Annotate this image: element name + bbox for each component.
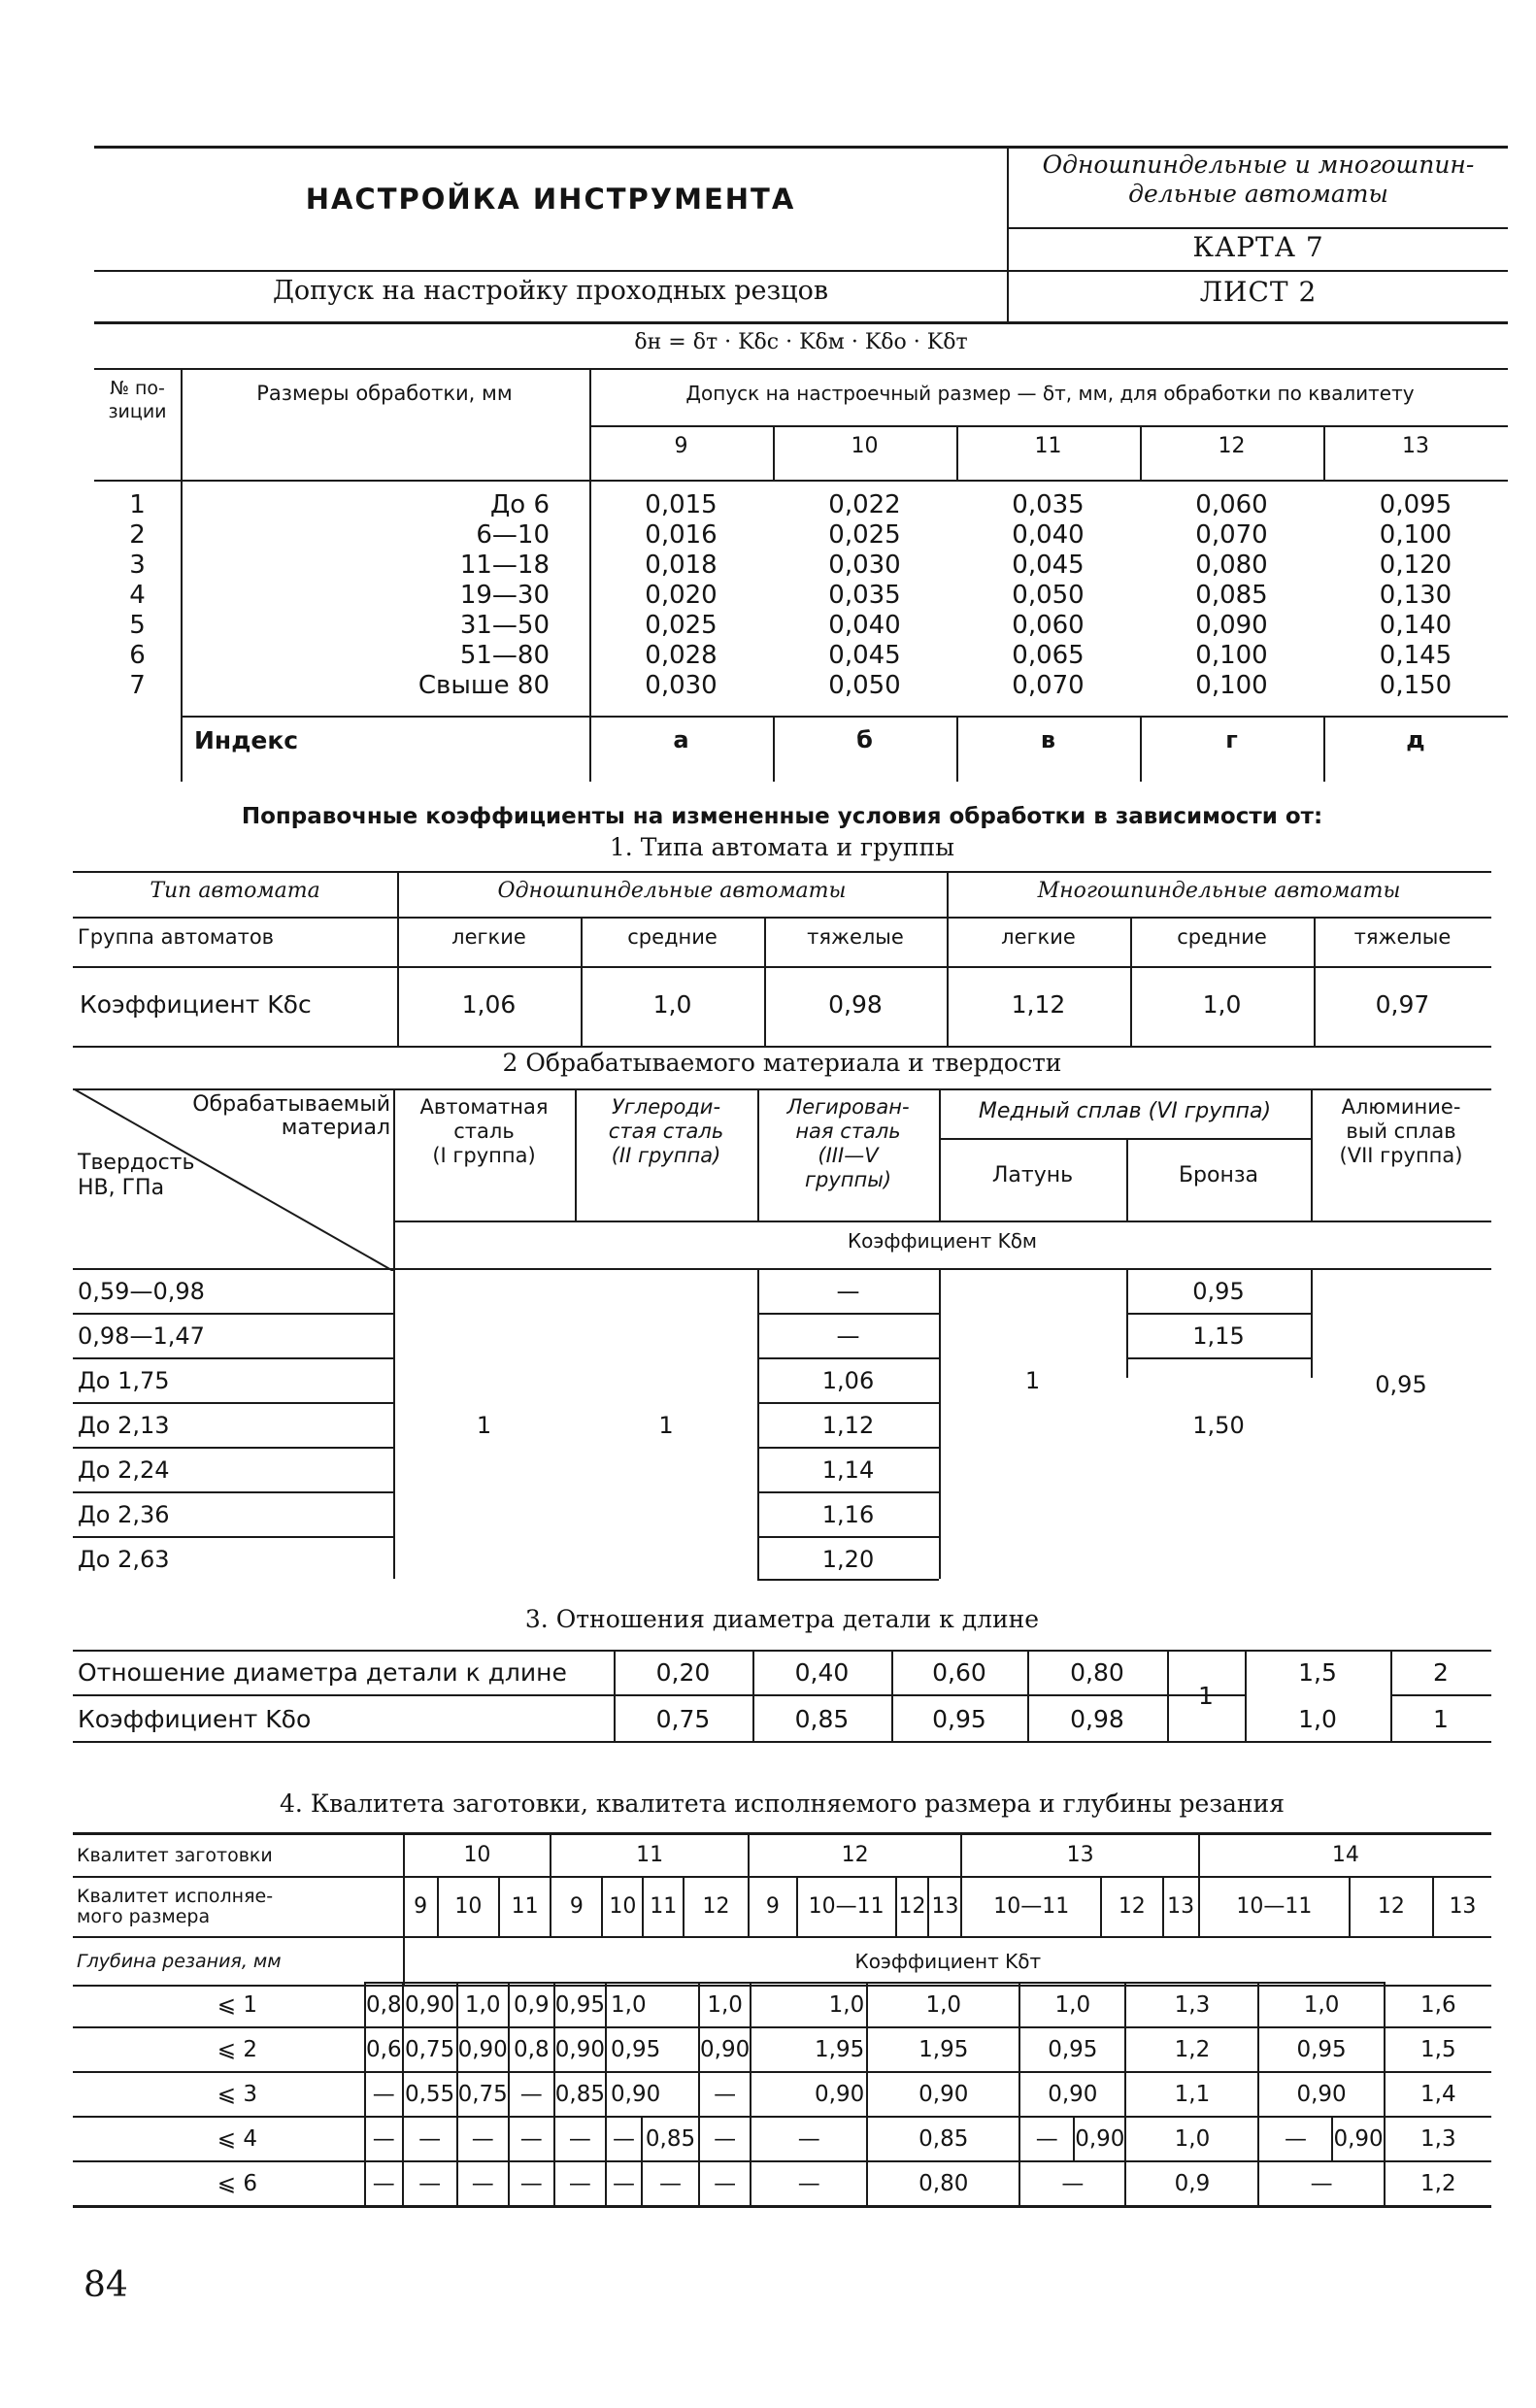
row-no: 3 [129,551,146,580]
table-row [94,641,1508,671]
alloy-steel-coef: — [836,1278,860,1305]
row-size: До 6 [489,490,550,519]
kdo-value: 0,98 [1070,1705,1124,1733]
tol-value: 0,030 [828,551,901,580]
page-subtitle: Допуск на настройку проходных резцов [272,276,829,306]
table-row [73,1834,1491,1877]
row-no: 6 [129,641,146,670]
kdt-value: 1,1 [1125,2072,1258,2117]
cut-depth-label: Глубина резания, мм [73,1937,404,1986]
kdt-value: 1,4 [1385,2072,1491,2117]
tol-value: 0,090 [1195,611,1268,640]
tol-value: 0,140 [1379,611,1453,640]
tol-value: 0,145 [1379,641,1453,670]
tol-value: 0,100 [1195,641,1268,670]
blank-grade: 13 [961,1834,1198,1877]
kds-label: Коэффициент Kδс [80,990,312,1019]
kdo-value: 0,95 [932,1705,986,1733]
tol-value: 0,045 [828,641,901,670]
s2-row-rule [73,1491,393,1493]
s2-bronze-rule [1126,1313,1311,1315]
kdt-value: 1,0 [606,1983,699,2027]
header-top-rule [94,146,1508,149]
s2-header-rule [73,1268,1491,1270]
header-rule-card [1007,227,1508,229]
t1-grade-rule-top [589,425,1508,427]
aluminium-header: Алюминие- вый сплав (VII группа) [1339,1095,1463,1167]
hardness-value: До 2,63 [78,1546,170,1573]
kdt-value: 0,85 [867,2117,1019,2161]
kdt-value: 0,90 [751,2072,867,2117]
kdt-value: — [606,2117,642,2161]
alloy-steel-coef: 1,12 [821,1412,875,1439]
hardness-value: До 1,75 [78,1367,170,1394]
tol-value: 0,120 [1379,551,1453,580]
exec-grade: 12 [684,1877,749,1937]
s2-alloy-rule [757,1536,939,1538]
tol-value: 0,016 [645,520,718,550]
alloy-steel-coef: 1,14 [821,1456,875,1484]
kdt-value: 0,95 [1258,2027,1384,2072]
kdt-value: 1,0 [1125,2117,1258,2161]
row-no: 7 [129,671,146,700]
kdt-value: 1,2 [1385,2161,1491,2206]
exec-grade-label: Квалитет исполняе- мого размера [73,1877,404,1937]
table-row [73,2072,1491,2117]
kdt-value: 1,6 [1385,1983,1491,2027]
kdt-value: — [642,2161,699,2206]
hardness-value: 0,98—1,47 [78,1322,205,1350]
tol-value: 0,060 [1195,490,1268,519]
ratio-value: 0,20 [655,1658,711,1687]
tol-value: 0,130 [1379,581,1453,610]
tol-value: 0,095 [1379,490,1453,519]
tol-value: 0,100 [1379,520,1453,550]
depth-value: ⩽ 1 [73,1983,365,2027]
kdt-value: — [365,2161,403,2206]
kdo-value: 0,75 [655,1705,711,1733]
kdt-value: 0,8 [365,1983,403,2027]
tol-value: 0,040 [1012,520,1085,550]
blank-grade: 11 [551,1834,749,1877]
kdt-value: — [751,2117,867,2161]
kdt-value: 1,0 [1019,1983,1125,2027]
t1-index-rule [181,716,1508,718]
kds-value: 1,12 [1011,990,1066,1019]
exec-grade: 9 [749,1877,797,1937]
kdt-value: 0,9 [509,1983,554,2027]
kdt-value: 1,0 [457,1983,509,2027]
s3-rule-mid-b [1390,1694,1491,1696]
tol-value: 0,150 [1379,671,1453,700]
s2-vline-bronze-r [1311,1268,1313,1378]
grade-13: 13 [1402,434,1429,458]
index-a: а [673,726,689,753]
kdt-value: — [1258,2161,1384,2206]
grade-12: 12 [1218,434,1246,458]
kdt-value: 0,95 [554,1983,606,2027]
kdo-value: 1 [1433,1705,1449,1733]
table-row [73,2161,1491,2206]
s2-alloy-rule [757,1447,939,1449]
kdt-value: — [554,2117,606,2161]
group-heavy: тяжелые [1353,925,1452,949]
kdt-value: — [457,2161,509,2206]
kdt-value: 1,3 [1385,2117,1491,2161]
section4-title: 4. Квалитета заготовки, квалитета исполняемого размера и глубины резания [280,1789,1285,1818]
table-row [94,581,1508,611]
exec-grade: 12 [1101,1877,1162,1937]
kdt-value: — [751,2161,867,2206]
kdt-value: 1,95 [751,2027,867,2072]
depth-value: ⩽ 4 [73,2117,365,2161]
kdt-value: 0,90 [606,2072,699,2117]
kdt-value: — [457,2117,509,2161]
tol-value: 0,025 [645,611,718,640]
kdt-value: — [365,2072,403,2117]
index-b: б [856,726,873,753]
t1-header-rule [94,480,1508,482]
carbon-steel-header: Углероди- стая сталь (II группа) [608,1095,724,1167]
section2-title: 2 Обрабатываемого материала и твердости [502,1049,1062,1077]
exec-grade: 13 [928,1877,961,1937]
s1-rule-3 [73,966,1491,968]
card-number: КАРТА 7 [1192,231,1324,263]
s1-rule-bottom [73,1046,1491,1048]
row-size: 19—30 [459,581,550,610]
header-rule-middle [94,270,1508,272]
tol-value: 0,018 [645,551,718,580]
material-corner-label: Обрабатываемый материал [192,1092,390,1140]
alloy-steel-coef: — [836,1322,860,1350]
ratio-value: 1,5 [1298,1658,1337,1687]
automat-type-label: Тип автомата [150,879,320,903]
kdt-value: 0,75 [457,2072,509,2117]
s2-row-rule [73,1447,393,1449]
exec-grade: 10—11 [1199,1877,1350,1937]
tol-value: 0,100 [1195,671,1268,700]
multi-spindle-header: Многошпиндельные автоматы [1037,879,1401,903]
tolerance-col-header: Допуск на настроечный размер — δт, мм, для обработки по квалитету [685,382,1415,405]
page-number: 84 [83,2265,128,2305]
table-row [94,551,1508,581]
kdt-value: — [606,2161,642,2206]
blank-grade: 10 [404,1834,551,1877]
kds-value: 1,0 [652,990,692,1019]
alloy-steel-coef: 1,20 [821,1546,875,1573]
automat-type-note: Одношпиндельные и многошпин- дельные автоматы [1042,150,1475,208]
depth-value: ⩽ 3 [73,2072,365,2117]
grade-9: 9 [674,434,688,458]
ratio-value: 0,80 [1070,1658,1124,1687]
exec-grade: 10 [438,1877,499,1937]
kdt-label: Коэффициент Kδт [404,1937,1491,1986]
exec-grade: 13 [1163,1877,1199,1937]
s2-alloy-bottom [757,1579,939,1581]
s3-rule-mid [73,1694,1245,1696]
ratio-value: 0,60 [932,1658,986,1687]
tol-value: 0,025 [828,520,901,550]
hardness-corner-label: Твердость HB, ГПа [78,1151,195,1200]
tol-value: 0,040 [828,611,901,640]
brass-header: Латунь [991,1163,1074,1187]
index-d: д [1406,726,1425,753]
kdt-value: 0,90 [1258,2072,1384,2117]
automatic-steel-header: Автоматная сталь (I группа) [419,1095,549,1167]
s2-alloy-rule [757,1491,939,1493]
size-col-header: Размеры обработки, мм [256,382,513,405]
kdt-value: — [509,2161,554,2206]
section3-title: 3. Отношения диаметра детали к длине [524,1605,1040,1633]
tol-value: 0,065 [1012,641,1085,670]
kdt-value: 1,2 [1125,2027,1258,2072]
sheet-number: ЛИСТ 2 [1199,276,1318,308]
kdt-value: 1,3 [1125,1983,1258,2027]
kdm-label: Коэффициент Kδм [847,1229,1038,1253]
bronze-coef: 1,15 [1192,1322,1245,1350]
row-size: Свыше 80 [417,671,550,700]
exec-grade: 11 [499,1877,551,1937]
exec-grade: 10 [602,1877,643,1937]
s2-vline-alloy-r [939,1268,941,1579]
table-row [73,1877,1491,1937]
ratio-merged: 1 [1198,1682,1214,1710]
kdt-value: 0,95 [606,2027,699,2072]
kdo-value: 0,85 [794,1705,850,1733]
kdt-value: 0,95 [1019,2027,1125,2072]
exec-grade: 9 [551,1877,602,1937]
table-row [73,2117,1491,2161]
tol-value: 0,080 [1195,551,1268,580]
tol-value: 0,070 [1012,671,1085,700]
alloy-steel-coef: 1,06 [821,1367,875,1394]
depth-value: ⩽ 2 [73,2027,365,2072]
s2-row-rule [73,1402,393,1404]
index-g: г [1225,726,1238,753]
kdt-value: 0,8 [509,2027,554,2072]
row-size: 6—10 [476,520,550,550]
kdt-value: 0,80 [867,2161,1019,2206]
group-light: легкие [451,925,526,949]
page-title: НАСТРОЙКА ИНСТРУМЕНТА [305,183,796,216]
index-label: Индекс [194,726,299,754]
table-row [94,611,1508,641]
brass-coef: 1 [1024,1367,1041,1394]
grade-11: 11 [1034,434,1062,458]
kdt-value: 0,90 [1332,2117,1384,2161]
formula-rule [94,368,1508,370]
corrections-title: Поправочные коэффициенты на измененные условия обработки в зависимости от: [241,804,1323,829]
tol-value: 0,022 [828,490,901,519]
kds-value: 0,97 [1375,990,1430,1019]
carbon-steel-coef: 1 [658,1412,674,1439]
group-heavy: тяжелые [807,925,904,949]
kdt-value: 0,90 [1019,2072,1125,2117]
row-size: 11—18 [459,551,550,580]
index-v: в [1040,726,1056,753]
s2-copper-rule [939,1138,1311,1140]
hardness-value: До 2,24 [78,1456,170,1484]
tol-value: 0,070 [1195,520,1268,550]
depth-value: ⩽ 6 [73,2161,365,2206]
tol-value: 0,035 [828,581,901,610]
s2-row-rule [73,1357,393,1359]
kdt-value: 1,5 [1385,2027,1491,2072]
s2-alloy-rule [757,1402,939,1404]
tol-value: 0,028 [645,641,718,670]
bronze-header: Бронза [1178,1163,1259,1187]
bronze-coef: 0,95 [1192,1278,1245,1305]
tol-value: 0,015 [645,490,718,519]
kdt-value: 0,85 [642,2117,699,2161]
kdt-value: — [509,2117,554,2161]
kdt-value: 0,90 [457,2027,509,2072]
s2-row-rule [73,1313,393,1315]
s2-alloy-rule [757,1313,939,1315]
exec-grade: 13 [1433,1877,1491,1937]
kdt-value: 0,55 [403,2072,457,2117]
tol-value: 0,050 [1012,581,1085,610]
kdt-value: 1,0 [867,1983,1019,2027]
group-medium: средние [627,925,718,949]
kdt-value: 0,90 [867,2072,1019,2117]
section4-data [73,1982,1491,2208]
s2-coef-rule [393,1221,1491,1222]
section4-table [73,1832,1491,1987]
header-divider [1007,146,1009,322]
row-no: 4 [129,581,146,610]
s1-rule-1 [73,871,1491,873]
blank-grade-label: Квалитет заготовки [73,1834,404,1877]
kdt-value: — [403,2117,457,2161]
tol-value: 0,060 [1012,611,1085,640]
table-row [94,671,1508,701]
kdt-value: 1,95 [867,2027,1019,2072]
group-light: легкие [1001,925,1076,949]
ratio-value: 0,40 [794,1658,850,1687]
kds-value: 0,98 [828,990,883,1019]
kdt-value: 0,90 [554,2027,606,2072]
kdt-value: 1,0 [751,1983,867,2027]
kdt-value: — [403,2161,457,2206]
table-row [73,1983,1491,2027]
row-size: 31—50 [459,611,550,640]
row-no: 1 [129,490,146,519]
kdt-value: — [699,2072,751,2117]
exec-grade: 10—11 [797,1877,896,1937]
s2-bronze-rule [1126,1357,1311,1359]
hardness-value: 0,59—0,98 [78,1278,205,1305]
alloy-steel-header: Легирован- ная сталь (III—V группы) [786,1095,910,1191]
s3-rule-top [73,1650,1491,1652]
copper-alloy-header: Медный сплав (VI группа) [978,1099,1272,1123]
header-bottom-rule [94,321,1508,324]
s2-row-rule [73,1536,393,1538]
row-size: 51—80 [459,641,550,670]
kdt-value: — [509,2072,554,2117]
exec-grade: 11 [643,1877,684,1937]
kdt-value: 0,90 [1074,2117,1125,2161]
kdo-label: Коэффициент Kδо [78,1705,312,1733]
s3-rule-bottom [73,1741,1491,1743]
kdt-value: 1,0 [699,1983,751,2027]
kdt-value: 0,85 [554,2072,606,2117]
tolerance-formula: δн = δт · Kδс · Kδм · Kδо · Kδт [634,330,968,354]
automatic-steel-coef: 1 [476,1412,492,1439]
kdt-value: — [1258,2117,1332,2161]
exec-grade: 9 [404,1877,438,1937]
tol-value: 0,050 [828,671,901,700]
grade-10: 10 [851,434,879,458]
tol-value: 0,035 [1012,490,1085,519]
kds-value: 1,0 [1202,990,1242,1019]
tol-value: 0,020 [645,581,718,610]
kdt-value: — [1019,2161,1125,2206]
kdo-value: 1,0 [1298,1705,1337,1733]
hardness-value: До 2,36 [78,1501,170,1528]
s1-rule-2 [73,917,1491,919]
kdt-value: 0,90 [699,2027,751,2072]
exec-grade: 10—11 [961,1877,1101,1937]
aluminium-coef: 0,95 [1375,1371,1427,1398]
blank-grade: 14 [1199,1834,1491,1877]
table-row [94,520,1508,551]
position-col-header: № по- зиции [108,378,167,422]
kdt-value: — [365,2117,403,2161]
ratio-label: Отношение диаметра детали к длине [78,1658,567,1687]
group-medium: средние [1177,925,1267,949]
kdt-value: — [1019,2117,1074,2161]
ratio-value: 2 [1433,1658,1449,1687]
row-no: 2 [129,520,146,550]
kds-value: 1,06 [461,990,517,1019]
single-spindle-header: Одношпиндельные автоматы [497,879,847,903]
tolerance-table [94,490,1508,701]
bronze-coef: 1,50 [1192,1412,1245,1439]
automat-group-label: Группа автоматов [78,925,275,949]
row-no: 5 [129,611,146,640]
kdt-value: 0,75 [403,2027,457,2072]
kdt-value: 1,0 [1258,1983,1384,2027]
exec-grade: 12 [896,1877,929,1937]
tol-value: 0,045 [1012,551,1085,580]
section1-title: 1. Типа автомата и группы [609,833,955,861]
kdt-value: 0,6 [365,2027,403,2072]
alloy-steel-coef: 1,16 [821,1501,875,1528]
kdt-value: — [699,2161,751,2206]
s2-alloy-rule [757,1357,939,1359]
table-row [73,2027,1491,2072]
tol-value: 0,030 [645,671,718,700]
kdt-value: 0,9 [1125,2161,1258,2206]
hardness-value: До 2,13 [78,1412,170,1439]
blank-grade: 12 [749,1834,962,1877]
exec-grade: 12 [1350,1877,1433,1937]
table-row [73,1937,1491,1986]
tol-value: 0,085 [1195,581,1268,610]
table-row [94,490,1508,520]
kdt-value: — [699,2117,751,2161]
kdt-value: 0,90 [403,1983,457,2027]
kdt-value: — [554,2161,606,2206]
